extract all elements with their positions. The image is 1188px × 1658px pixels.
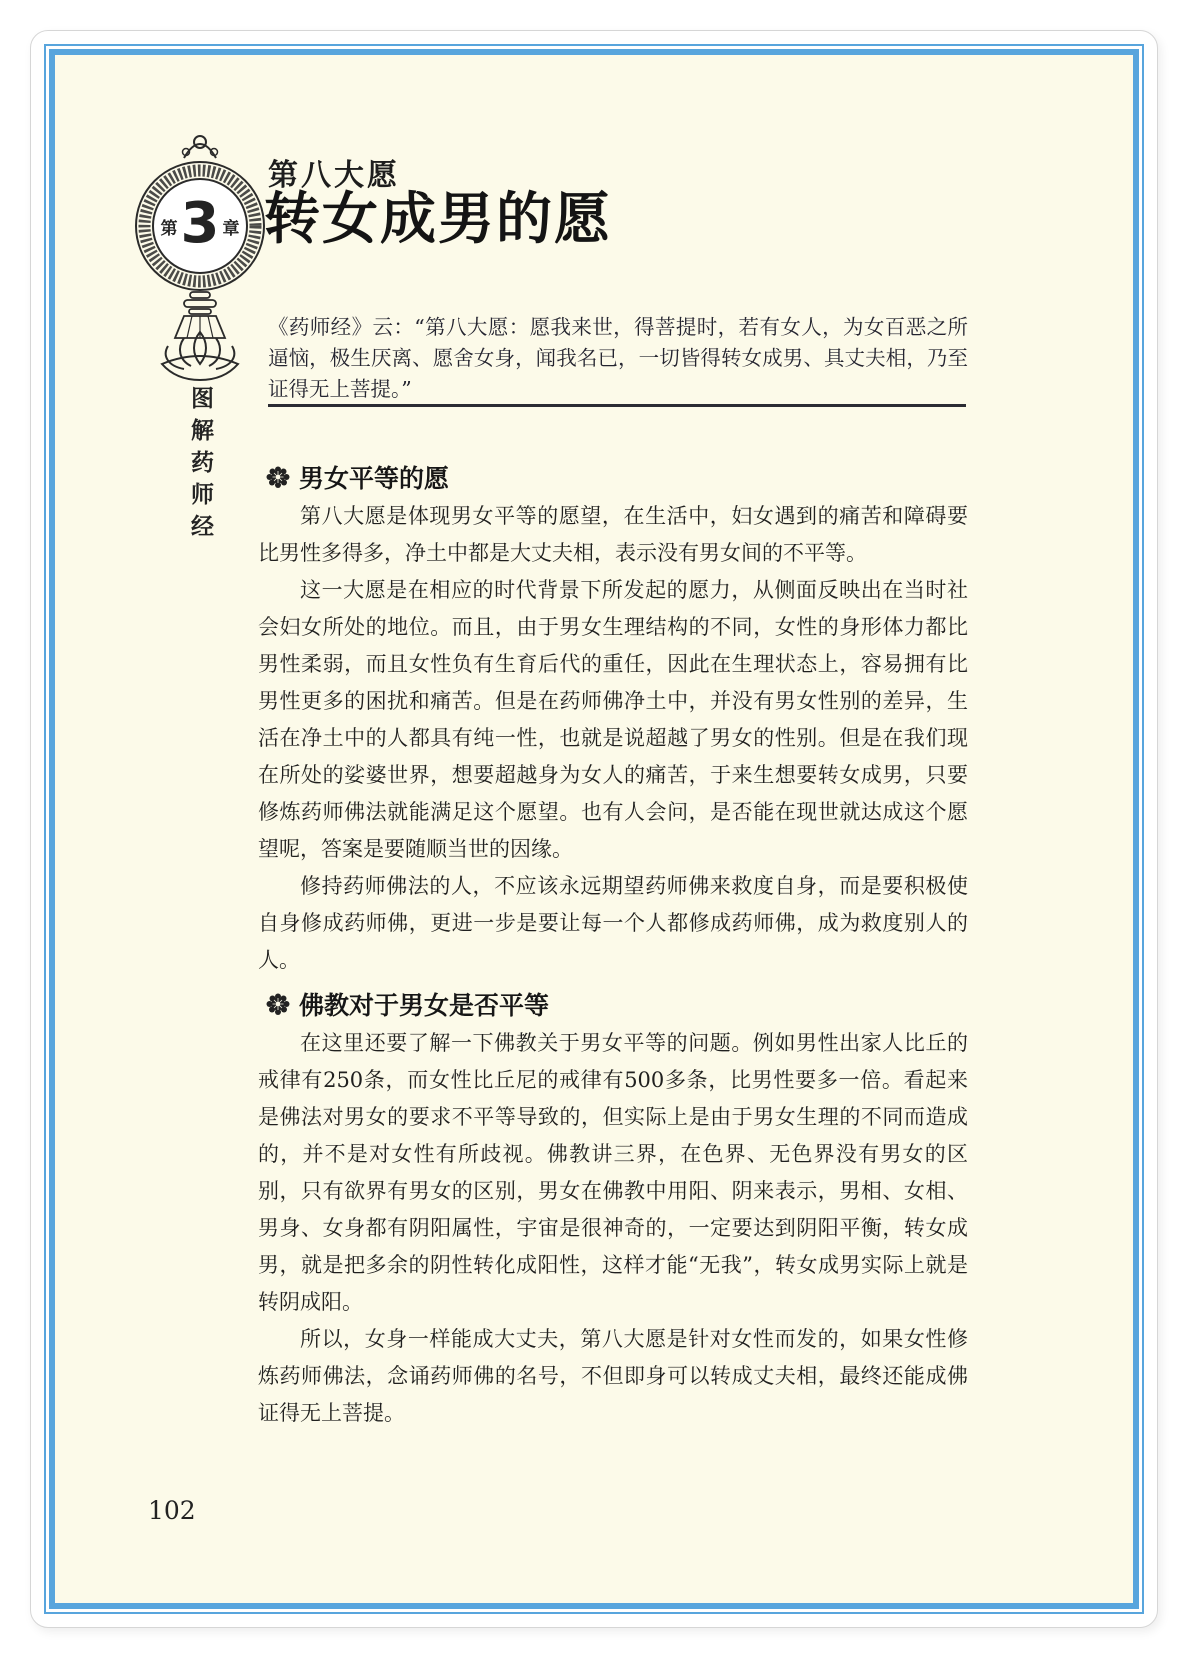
chapter-number: 3 (180, 191, 220, 256)
paragraph: 修持药师佛法的人，不应该永远期望药师佛来救度自身，而是要积极使自身修成药师佛，更进一步是要让每一个人都修成药师佛，成为救度别人的人。 (258, 874, 968, 972)
section-heading-label: 男女平等的愿 (299, 464, 450, 493)
chapter-badge (134, 192, 266, 260)
sutra-quote: 《药师经》云：“第八大愿：愿我来世，得菩提时，若有女人，为女百恶之所逼恼，极生厌离、愿舍女身，闻我名已，一切皆得转女成男、具丈夫相，乃至证得无上菩提。” (268, 315, 968, 401)
flower-icon (266, 465, 290, 489)
chapter-prefix: 第 (160, 218, 178, 239)
section-heading-2 (266, 989, 968, 1019)
body-text (258, 462, 968, 1432)
divider-rule (268, 404, 966, 407)
book-title-vertical: 图解药师经 (187, 386, 213, 546)
paragraph: 所以，女身一样能成大丈夫，第八大愿是针对女性而发的，如果女性修炼药师佛法，念诵药师佛的名号，不但即身可以转成丈夫相，最终还能成佛证得无上菩提。 (258, 1327, 968, 1425)
page-title: 转女成男的愿 (264, 187, 612, 252)
section-heading-1 (266, 462, 968, 492)
paragraph: 在这里还要了解一下佛教关于男女平等的问题。例如男性出家人比丘的戒律有250条，而女性比丘尼的戒律有500多条，比男性要多一倍。看起来是佛法对男女的要求不平等导致的，但实际上是由于男女生理的不同而造成的，并不是对女性有所歧视。佛教讲三界，在色界、无色界没有男女的区别，只有欲界有男女的区别，男女在佛教中用阳、阴来表示，男相、女相、男身、女身都有阴阳属性，宇宙是很神奇的，一定要达到阴阳平衡，转女成男，就是把多余的阴性转化成阳性，这样才能“无我”，转女成男实际上就是转阴成阳。 (258, 1031, 968, 1314)
page-number: 102 (148, 1496, 196, 1525)
chapter-suffix: 章 (222, 218, 240, 239)
paragraph: 第八大愿是体现男女平等的愿望，在生活中，妇女遇到的痛苦和障碍要比男性多得多，净土中都是大丈夫相，表示没有男女间的不平等。 (258, 504, 968, 565)
vow-eyebrow: 第八大愿 (268, 158, 400, 193)
flower-icon (266, 992, 290, 1016)
section-heading-label: 佛教对于男女是否平等 (299, 991, 550, 1020)
lotus-icon (162, 332, 238, 380)
paragraph: 这一大愿是在相应的时代背景下所发起的愿力，从侧面反映出在当时社会妇女所处的地位。而且，由于男女生理结构的不同，女性的身形体力都比男性柔弱，而且女性负有生育后代的重任，因此在生理状态上，容易拥有比男性更多的困扰和痛苦。但是在药师佛净土中，并没有男女性别的差异，生活在净土中的人都具有纯一性，也就是说超越了男女的性别。但是在我们现在所处的娑婆世界，想要超越身为女人的痛苦，于来生想要转女成男，只要修炼药师佛法就能满足这个愿望。也有人会问，是否能在现世就达成这个愿望呢，答案是要随顺当世的因缘。 (258, 578, 968, 861)
